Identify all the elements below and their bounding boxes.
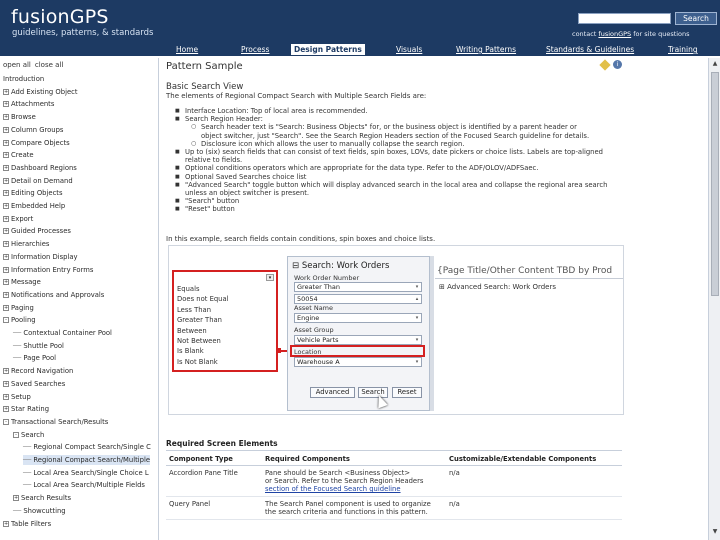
field-arrow-icon[interactable]: ▾ bbox=[415, 284, 419, 290]
sidebar-item-label: Compare Objects bbox=[11, 138, 70, 147]
field-input[interactable] bbox=[294, 335, 422, 345]
sidebar-item-label: Attachments bbox=[11, 100, 55, 109]
field-value: Warehouse A bbox=[297, 358, 340, 366]
field-arrow-icon[interactable]: ▾ bbox=[415, 315, 419, 321]
field-value: Greater Than bbox=[297, 283, 341, 291]
example-text: In this example, search fields contain conditions, spin boxes and choice lists. bbox=[166, 235, 436, 243]
col-header-required: Required Components bbox=[262, 453, 446, 466]
sidebar-item[interactable] bbox=[3, 150, 34, 160]
sidebar-item-label: Shuttle Pool bbox=[23, 341, 64, 350]
sidebar-item[interactable] bbox=[3, 519, 51, 529]
scroll-down-arrow-icon[interactable]: ▼ bbox=[712, 528, 718, 535]
expand-icon[interactable]: + bbox=[4, 215, 9, 222]
sidebar-item-label: Export bbox=[11, 214, 34, 223]
bullet-item: object switcher, just "Search". See the Search Region Headers section of the Focused Search guideline for details. bbox=[201, 131, 590, 140]
table-cell: Query Panel bbox=[166, 497, 262, 520]
scroll-up-arrow-icon[interactable]: ▲ bbox=[712, 60, 718, 67]
bullet-item: relative to fields. bbox=[185, 156, 243, 165]
sidebar-item[interactable] bbox=[23, 468, 149, 478]
sidebar-item[interactable] bbox=[13, 353, 56, 363]
tree-connector-icon: ── bbox=[13, 354, 24, 363]
section-title: Basic Search View bbox=[166, 82, 244, 92]
sidebar-item-label: Embedded Help bbox=[11, 202, 66, 210]
expand-icon[interactable]: + bbox=[4, 520, 9, 527]
site-header bbox=[0, 0, 720, 44]
sidebar-item[interactable] bbox=[23, 455, 150, 465]
nav-home[interactable]: Home bbox=[176, 45, 199, 54]
bullet-item: unless an object switcher is present. bbox=[185, 189, 310, 198]
dropdown-option[interactable]: Between bbox=[177, 326, 207, 335]
dropdown-option[interactable]: Is Blank bbox=[177, 347, 204, 356]
sidebar-item[interactable] bbox=[13, 328, 112, 338]
table-row bbox=[166, 466, 622, 497]
expand-icon[interactable]: + bbox=[4, 266, 9, 273]
dropdown-option[interactable]: Equals bbox=[177, 285, 200, 293]
dropdown-option[interactable]: Not Between bbox=[177, 337, 221, 345]
tree-connector-icon: ── bbox=[23, 456, 34, 464]
cell-line: Pane should be Search <Business Object> bbox=[265, 469, 411, 477]
field-input[interactable] bbox=[294, 294, 422, 304]
vertical-scrollbar[interactable] bbox=[708, 58, 720, 540]
expand-icon[interactable]: + bbox=[4, 164, 9, 171]
nav-standards-guidelines[interactable]: Standards & Guidelines bbox=[546, 45, 635, 54]
advanced-search-header[interactable]: ⊞ Advanced Search: Work Orders bbox=[439, 283, 557, 291]
dropdown-option[interactable]: Does not Equal bbox=[177, 295, 229, 304]
collapse-icon[interactable]: - bbox=[3, 317, 9, 323]
sidebar-item-label: Detail on Demand bbox=[11, 176, 73, 185]
right-pane-title: {Page Title/Other Content TBD by Prod bbox=[437, 266, 613, 276]
sidebar-item[interactable] bbox=[3, 404, 49, 414]
site-logo[interactable]: fusionGPS bbox=[11, 6, 109, 28]
sidebar-item-label: Saved Searches bbox=[11, 379, 66, 388]
scroll-thumb[interactable] bbox=[711, 72, 719, 296]
expand-icon[interactable]: + bbox=[4, 101, 9, 108]
sidebar-item-label: Notifications and Approvals bbox=[11, 290, 105, 299]
cell-line: The Search Panel component is used to organize bbox=[265, 500, 431, 508]
page-title: Pattern Sample bbox=[166, 61, 243, 72]
sidebar-item[interactable] bbox=[3, 74, 44, 84]
sidebar-controls bbox=[3, 61, 67, 69]
expand-icon[interactable]: + bbox=[4, 203, 9, 209]
sidebar-item[interactable] bbox=[23, 442, 151, 452]
nav-training[interactable]: Training bbox=[668, 45, 698, 54]
close-all-link[interactable]: close all bbox=[34, 61, 64, 69]
sidebar-item[interactable] bbox=[3, 417, 108, 427]
sidebar-item[interactable] bbox=[3, 379, 65, 389]
table-cell: n/a bbox=[446, 466, 622, 497]
nav-design-patterns[interactable]: Design Patterns bbox=[291, 44, 365, 55]
tree-connector-icon: ── bbox=[13, 329, 24, 337]
expand-icon[interactable]: + bbox=[4, 368, 9, 375]
field-label: Asset Name bbox=[294, 304, 334, 312]
tree-connector-icon: ── bbox=[23, 481, 34, 490]
site-search-input[interactable] bbox=[578, 13, 671, 24]
sidebar-item[interactable] bbox=[3, 315, 36, 325]
sidebar-item[interactable] bbox=[3, 87, 78, 97]
col-header-customizable: Customizable/Extendable Components bbox=[446, 453, 622, 466]
sidebar-item[interactable] bbox=[3, 138, 70, 148]
sidebar-item[interactable] bbox=[3, 366, 73, 376]
bullet-item: ■ Search Region Header: bbox=[175, 115, 625, 123]
expand-icon[interactable]: + bbox=[4, 393, 9, 400]
sidebar-item[interactable] bbox=[13, 506, 66, 516]
sidebar-item[interactable] bbox=[3, 392, 31, 402]
tree-connector-icon: ── bbox=[23, 468, 34, 477]
reset-button[interactable]: Reset bbox=[392, 387, 422, 398]
disclosure-icon[interactable]: ⊟ bbox=[292, 261, 302, 271]
table-cell: Accordion Pane Title bbox=[166, 466, 262, 497]
search-panel-title-text: Search: Work Orders bbox=[301, 261, 390, 271]
expand-icon[interactable]: + bbox=[4, 253, 9, 260]
main-nav bbox=[0, 44, 720, 56]
intro-text: The elements of Regional Compact Search with Multiple Search Fields are: bbox=[166, 92, 427, 100]
expand-icon[interactable]: + bbox=[4, 152, 9, 159]
bullet-item: ■ "Search" button bbox=[175, 197, 625, 205]
sidebar-item[interactable] bbox=[13, 493, 71, 503]
expand-icon[interactable]: + bbox=[4, 304, 9, 311]
expand-icon[interactable]: + bbox=[4, 177, 9, 184]
edit-pencil-icon[interactable] bbox=[599, 59, 610, 70]
sidebar-item-label: Transactional Search/Results bbox=[11, 417, 109, 426]
dropdown-option[interactable]: Greater Than bbox=[177, 316, 222, 325]
field-arrow-icon[interactable]: ▾ bbox=[415, 337, 419, 343]
sidebar-item-label: Information Display bbox=[11, 252, 78, 261]
expand-icon[interactable]: + bbox=[4, 380, 9, 387]
expand-icon[interactable]: + bbox=[4, 406, 9, 413]
dropdown-handle-icon: ▾ bbox=[266, 274, 274, 281]
field-value: Vehicle Parts bbox=[297, 336, 339, 344]
site-search-button[interactable]: Search bbox=[675, 12, 717, 25]
table-cell bbox=[262, 466, 446, 497]
expand-icon[interactable]: + bbox=[4, 228, 9, 235]
open-all-link[interactable]: open all bbox=[3, 61, 31, 69]
sidebar-item[interactable] bbox=[3, 265, 93, 275]
sidebar-item-label: Search bbox=[21, 430, 45, 439]
sidebar-item-label: Search Results bbox=[21, 494, 72, 503]
expand-icon[interactable]: + bbox=[4, 291, 9, 298]
sidebar-item-label: Browse bbox=[11, 113, 36, 122]
bullet-item: ○ Disclosure icon which allows the user to manually collapse the search region. bbox=[175, 140, 625, 148]
sidebar-item[interactable] bbox=[3, 214, 33, 224]
sidebar-item-label: Message bbox=[11, 278, 41, 287]
sidebar-item[interactable] bbox=[3, 125, 63, 135]
sidebar-item[interactable] bbox=[3, 163, 77, 173]
info-icon[interactable]: i bbox=[613, 60, 622, 69]
field-input[interactable] bbox=[294, 357, 422, 367]
sidebar-item-label: Record Navigation bbox=[11, 367, 74, 376]
sidebar-item-label: Local Area Search/Multiple Fields bbox=[33, 481, 145, 490]
expand-icon[interactable]: + bbox=[4, 139, 9, 146]
cell-link[interactable]: section of the Focused Search guideline bbox=[265, 485, 401, 493]
expand-icon[interactable]: + bbox=[4, 114, 9, 121]
expand-icon[interactable]: + bbox=[4, 190, 9, 197]
table-header-row bbox=[166, 453, 622, 466]
field-label: Location bbox=[294, 348, 322, 356]
sidebar-item-label: Setup bbox=[11, 392, 31, 401]
sidebar-item[interactable] bbox=[3, 277, 41, 287]
sidebar-item[interactable] bbox=[23, 480, 145, 490]
element-bullets bbox=[175, 107, 625, 214]
sidebar-item[interactable] bbox=[3, 201, 65, 211]
sidebar-item[interactable] bbox=[3, 239, 49, 249]
nav-process[interactable]: Process bbox=[241, 45, 270, 54]
expand-icon[interactable]: + bbox=[4, 126, 9, 133]
right-pane bbox=[435, 278, 623, 410]
search-panel bbox=[287, 256, 430, 411]
dropdown-option[interactable]: Less Than bbox=[177, 305, 212, 314]
bullet-item: ○ Search header text is "Search: Business Objects" for, or the business object is identified by a parent header or bbox=[175, 123, 625, 131]
sidebar-item-label: Column Groups bbox=[11, 125, 64, 134]
search-panel-title bbox=[292, 261, 389, 271]
contact-text bbox=[572, 30, 690, 38]
expand-icon[interactable]: + bbox=[4, 88, 9, 95]
sidebar-tree bbox=[0, 58, 159, 540]
required-elements-table bbox=[166, 453, 622, 520]
pattern-illustration bbox=[168, 245, 624, 415]
condition-dropdown-list bbox=[172, 270, 278, 372]
field-label: Asset Group bbox=[294, 326, 334, 334]
sidebar-item[interactable] bbox=[3, 303, 34, 313]
sidebar-item[interactable] bbox=[3, 112, 36, 122]
sidebar-item-label: Contextual Container Pool bbox=[23, 329, 112, 337]
collapse-icon[interactable]: - bbox=[13, 432, 19, 438]
field-value: Engine bbox=[297, 314, 320, 322]
bullet-item: ■ Optional Saved Searches choice list bbox=[175, 173, 625, 181]
field-label: Work Order Number bbox=[294, 274, 360, 282]
sidebar-item[interactable] bbox=[3, 188, 63, 198]
sidebar-item-label: Paging bbox=[11, 303, 34, 312]
sidebar-item-label: Table Filters bbox=[11, 519, 52, 528]
table-cell: n/a bbox=[446, 497, 622, 520]
cell-line: or Search. Refer to the Search Region Headers bbox=[265, 477, 424, 485]
sidebar-item-label: Dashboard Regions bbox=[11, 163, 77, 172]
required-elements-title: Required Screen Elements bbox=[166, 439, 622, 451]
sidebar-item-label: Create bbox=[11, 151, 34, 160]
table-cell bbox=[262, 497, 446, 520]
sidebar-item-label: Hierarchies bbox=[11, 240, 50, 249]
sidebar-item[interactable] bbox=[3, 176, 73, 186]
sidebar-item[interactable] bbox=[3, 99, 54, 109]
tree-connector-icon: ── bbox=[13, 506, 24, 515]
tree-connector-icon: ── bbox=[23, 443, 34, 452]
site-tagline: guidelines, patterns, & standards bbox=[12, 28, 154, 38]
field-arrow-icon[interactable]: ▾ bbox=[415, 359, 419, 365]
sidebar-item-label: Showcutting bbox=[23, 506, 66, 515]
contact-prefix: contact bbox=[572, 30, 597, 38]
collapse-icon[interactable]: - bbox=[3, 419, 9, 425]
advanced-button[interactable]: Advanced bbox=[310, 387, 355, 398]
sidebar-item-label: Pooling bbox=[11, 316, 36, 325]
sidebar-item-label: Regional Compact Search/Single C bbox=[33, 443, 151, 452]
tree-connector-icon: ── bbox=[13, 341, 24, 350]
field-value: 50054 bbox=[297, 295, 318, 303]
sidebar-item-label: Introduction bbox=[3, 75, 45, 83]
main-content bbox=[163, 58, 708, 540]
bullet-item: ■ Optional conditions operators which are appropriate for the data type. Refer to the ADF/OLOV/ADFSaec. bbox=[175, 164, 625, 172]
expand-icon[interactable]: + bbox=[4, 241, 9, 248]
cell-line: the search criteria and functions in this pattern. bbox=[265, 508, 428, 516]
field-input[interactable] bbox=[294, 282, 422, 292]
table-row bbox=[166, 497, 622, 520]
sidebar-item-label: Page Pool bbox=[23, 354, 57, 363]
sidebar-item-label: Add Existing Object bbox=[11, 87, 78, 96]
nav-writing-patterns[interactable]: Writing Patterns bbox=[456, 45, 517, 54]
sidebar-item-label: Guided Processes bbox=[11, 227, 71, 236]
sidebar-item[interactable] bbox=[3, 226, 71, 236]
sidebar-item-label: Star Rating bbox=[11, 405, 50, 414]
field-input[interactable] bbox=[294, 313, 422, 323]
sidebar-item-label: Information Entry Forms bbox=[11, 265, 94, 274]
sidebar-item-label: Regional Compact Search/Multiple bbox=[33, 456, 151, 464]
sidebar-item[interactable] bbox=[13, 430, 44, 440]
field-arrow-icon[interactable]: ▴ bbox=[415, 296, 419, 302]
col-header-component-type: Component Type bbox=[166, 453, 262, 466]
bullet-item: ■ "Reset" button bbox=[175, 205, 625, 213]
expand-icon[interactable]: + bbox=[14, 495, 19, 502]
callout-highlight bbox=[290, 345, 425, 357]
sidebar-item[interactable] bbox=[3, 252, 78, 262]
nav-visuals[interactable]: Visuals bbox=[396, 45, 423, 54]
bullet-item: ■ "Advanced Search" toggle button which will display advanced search in the local area and collapse the regional area search bbox=[175, 181, 625, 189]
pane-splitter[interactable] bbox=[430, 256, 434, 411]
search-button[interactable]: Search bbox=[358, 387, 388, 398]
dropdown-option[interactable]: Is Not Blank bbox=[177, 357, 218, 366]
contact-suffix: for site questions bbox=[633, 30, 690, 38]
contact-link[interactable]: fusionGPS bbox=[598, 30, 632, 38]
expand-icon[interactable]: + bbox=[4, 279, 9, 286]
bullet-item: ■ Interface Location: Top of local area is recommended. bbox=[175, 107, 625, 115]
sidebar-item[interactable] bbox=[3, 290, 104, 300]
sidebar-item[interactable] bbox=[13, 341, 64, 351]
sidebar-item-label: Editing Objects bbox=[11, 189, 63, 198]
sidebar-item-label: Local Area Search/Single Choice L bbox=[33, 468, 149, 477]
bullet-item: ■ Up to (six) search fields that can consist of text fields, spin boxes, LOVs, date pickers or choice lists. Labels are top-aligned bbox=[175, 148, 625, 156]
